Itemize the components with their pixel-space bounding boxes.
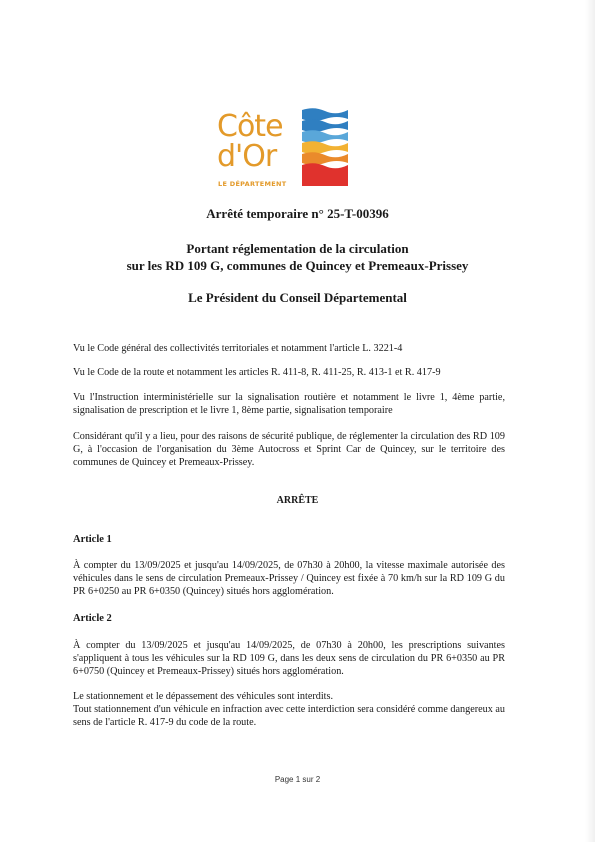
arrete-number: Arrêté temporaire n° 25-T-00396 (206, 206, 389, 221)
subject-line-1: Portant réglementation de la circulation (186, 241, 409, 256)
issuing-authority: Le Président du Conseil Départemental (188, 290, 407, 305)
preamble-paragraph: Considérant qu'il y a lieu, pour des raisons de sécurité publique, de réglementer la circulation des RD 109 G, à l'occasion de l'organisation du 3ème Autocross et Sprint Car de Quincey, sur le territoire des communes de Quincey et Premeaux-Prissey. (73, 431, 505, 469)
page-number: Page 1 sur 2 (274, 775, 321, 784)
arrete-subject (0, 240, 595, 274)
preamble-paragraph: Vu le Code de la route et notamment les articles R. 411-8, R. 411-25, R. 413-1 et R. 417-9 (73, 367, 441, 378)
preamble-paragraph: Vu l'Instruction interministérielle sur la signalisation routière et notamment le livre 1, 4ème partie, signalisation de prescription et le livre 1, 8ème partie, signalisation temporaire (73, 392, 505, 417)
logo-subtitle: LE DÉPARTEMENT (218, 180, 287, 188)
article-paragraph: À compter du 13/09/2025 et jusqu'au 14/09/2025, de 07h30 à 20h00, les prescriptions suivantes s'appliquent à tous les véhicules sur la RD 109 G, dans les deux sens de circulation du PR 6+0350 au PR 6+0750 (Quincey et Premeaux-Prissey) situés hors agglomération. (73, 640, 505, 678)
article-paragraph: Le stationnement et le dépassement des véhicules sont interdits. (73, 691, 333, 702)
cote-dor-logo (214, 108, 349, 190)
subject-line-2: sur les RD 109 G, communes de Quincey et Premeaux-Prissey (126, 258, 469, 273)
logo-text-dor: d'Or (217, 139, 277, 174)
preamble-paragraph: Vu le Code général des collectivités territoriales et notamment l'article L. 3221-4 (73, 343, 403, 354)
article-heading: Article 2 (73, 613, 112, 624)
article-paragraph: Tout stationnement d'un véhicule en infraction avec cette interdiction sera considéré comme dangereux au sens de l'article R. 417-9 du code de la route. (73, 704, 505, 729)
article-heading: Article 1 (73, 534, 112, 545)
logo-text-cote: Côte (217, 109, 283, 144)
article-paragraph: À compter du 13/09/2025 et jusqu'au 14/09/2025, de 07h30 à 20h00, la vitesse maximale autorisée des véhicules dans le sens de circulation Premeaux-Prissey / Quincey est fixée à 70 km/h sur la RD 109 G du PR 6+0250 au PR 6+0350 (Quincey) situés hors agglomération. (73, 560, 505, 598)
page-edge-shadow (585, 0, 595, 842)
decision-label: ARRÊTE (276, 495, 319, 506)
logo-flag-icon (302, 108, 348, 186)
